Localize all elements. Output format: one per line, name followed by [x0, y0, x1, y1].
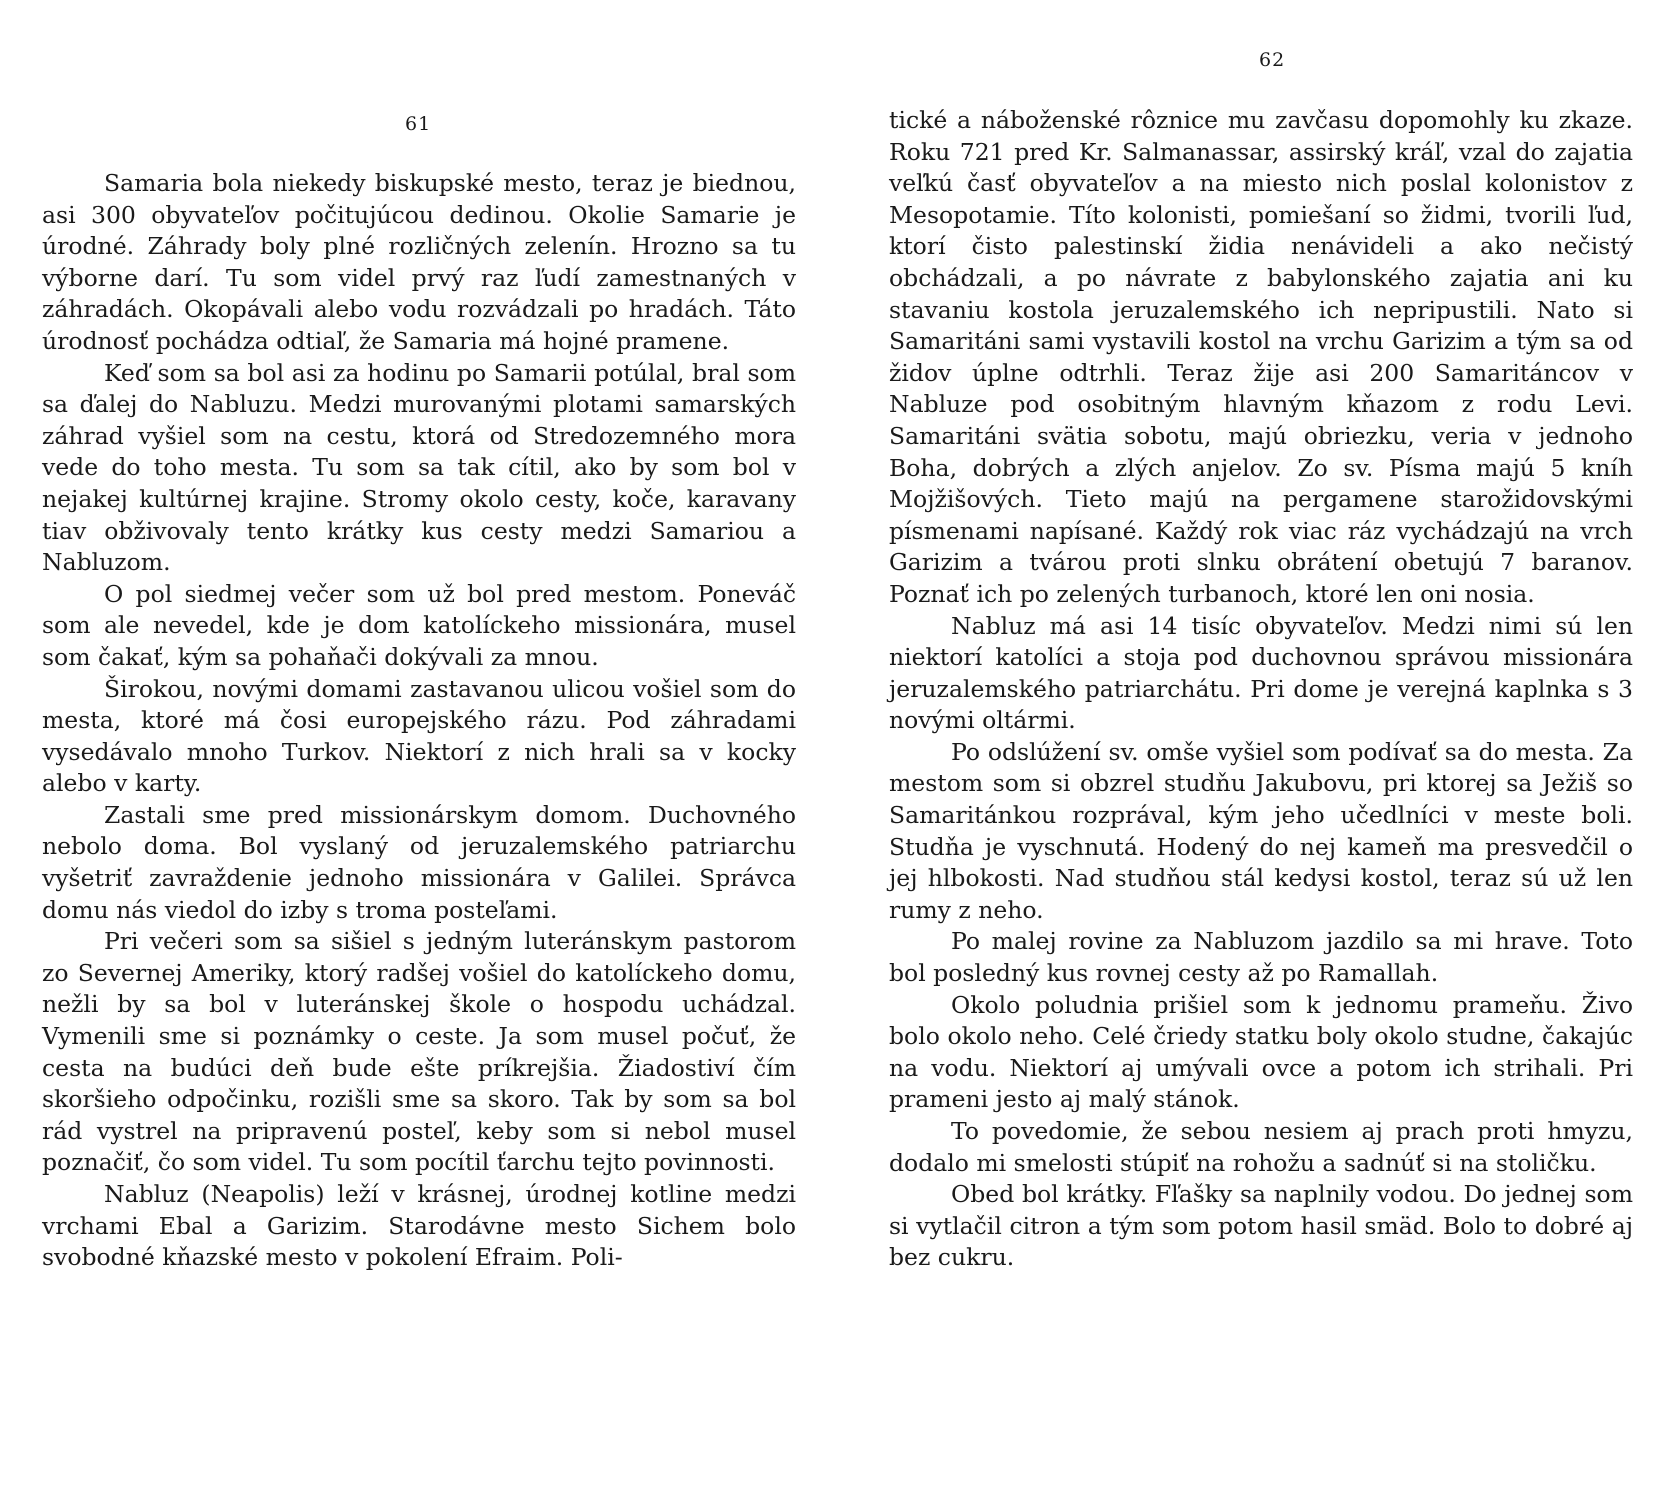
paragraph: Po malej rovine za Nabluzom jazdilo sa mi hrave. Toto bol posledný kus rovnej cesty až po Ramallah. [889, 927, 1633, 988]
paragraph: Nabluz má asi 14 tisíc obyvateľov. Medzi nimi sú len niektorí katolíci a stoja pod duchovnou správou missionára jeruzalemského patriarchátu. Pri dome je verejná kaplnka s 3 novými oltármi. [889, 611, 1633, 735]
paragraph: Obed bol krátky. Fľašky sa naplnily vodou. Do jednej som si vytlačil citron a tým som potom hasil smäd. Bolo to dobré aj bez cukru. [889, 1180, 1633, 1272]
paragraph: Nabluz (Neapolis) leží v krásnej, úrodnej kotline medzi vrchami Ebal a Garizim. Starodávne mesto Sichem bolo svobodné kňazské mesto v pokolení Efraim. Poli- [42, 1180, 796, 1272]
paragraph: Širokou, novými domami zastavanou ulicou vošiel som do mesta, ktoré má čosi europejského rázu. Pod záhradami vysedávalo mnoho Turkov. Niektorí z nich hrali sa v kocky alebo v karty. [42, 674, 796, 798]
page-number-61: 61 [405, 113, 432, 135]
paragraph-continued: tické a náboženské rôznice mu zavčasu dopomohly ku zkaze. Roku 721 pred Kr. Salmanassar, assirský kráľ, vzal do zajatia veľkú časť obyvateľov a na miesto nich poslal kolonistov z Mesopotamie. Títo kolonisti, pomiešaní so židmi, tvorili ľud, ktorí čisto palestinskí židia nenávideli a ako nečistý obchádzali, a po návrate z babylonského zajatia ani ku stavaniu kostola jeruzalemského ich nepripustili. Nato si Samaritáni sami vystavili kostol na vrchu Garizim a tým sa od židov úplne odtrhli. Teraz žije asi 200 Samaritáncov v Nabluze pod osobitným hlavným kňazom z rodu Levi. Samaritáni svätia sobotu, majú obriezku, veria v jednoho Boha, dobrých a zlých anjelov. Zo sv. Písma majú 5 kníh Mojžišových. Tieto majú na pergamene starožidovskými písmenami napísané. Každý rok viac ráz vychádzajú na vrch Garizim a tvárou proti slnku obrátení obetujú 7 baranov. Poznať ich po zelených turbanoch, ktoré len oni nosia. [889, 106, 1633, 608]
page-number-62: 62 [1259, 49, 1286, 71]
paragraph: Zastali sme pred missionárskym domom. Duchovného nebolo doma. Bol vyslaný od jeruzalemského patriarchu vyšetriť zavraždenie jednoho missionára v Galilei. Správca domu nás viedol do izby s troma posteľami. [42, 800, 796, 924]
paragraph: Samaria bola niekedy biskupské mesto, teraz je biednou, asi 300 obyvateľov počitujúcou dedinou. Okolie Samarie je úrodné. Záhrady boly plné rozličných zelenín. Hrozno sa tu výborne darí. Tu som videl prvý raz ľudí zamestnaných v záhradách. Okopávali alebo vodu rozvádzali po hradách. Táto úrodnosť pochádza odtiaľ, že Samaria má hojné pramene. [42, 169, 796, 355]
right-page [839, 0, 1678, 1500]
paragraph: Pri večeri som sa sišiel s jedným luteránskym pastorom zo Severnej Ameriky, ktorý radšej vošiel do katolíckeho domu, nežli by sa bol v luteránskej škole o hospodu uchádzal. Vymenili sme si poznámky o ceste. Ja som musel počuť, že cesta na budúci deň bude ešte príkrejšia. Žiadostiví čím skoršieho odpočinku, rozišli sme sa skoro. Tak by som sa bol rád vystrel na pripravenú posteľ, keby som si nebol musel poznačiť, čo som videl. Tu som pocítil ťarchu tejto povinnosti. [42, 927, 796, 1177]
paragraph: To povedomie, že sebou nesiem aj prach proti hmyzu, dodalo mi smelosti stúpiť na rohožu a sadnúť si na stoličku. [889, 1117, 1633, 1177]
right-page-text [889, 105, 1633, 1274]
paragraph: O pol siedmej večer som už bol pred mestom. Poneváč som ale nevedel, kde je dom katolíckeho missionára, musel som čakať, kým sa pohaňači dokývali za mnou. [42, 579, 796, 671]
paragraph: Keď som sa bol asi za hodinu po Samarii potúlal, bral som sa ďalej do Nabluzu. Medzi murovanými plotami samarských záhrad vyšiel som na cestu, ktorá od Stredozemného mora vede do toho mesta. Tu som sa tak cítil, ako by som bol v nejakej kultúrnej krajine. Stromy okolo cesty, koče, karavany tiav obživovaly tento krátky kus cesty medzi Samariou a Nabluzom. [42, 358, 796, 577]
left-page-text [42, 168, 796, 1274]
paragraph: Okolo poludnia prišiel som k jednomu prameňu. Živo bolo okolo neho. Celé čriedy statku boly okolo studne, čakajúc na vodu. Niektorí aj umývali ovce a potom ich strihali. Pri prameni jesto aj malý stánok. [889, 990, 1633, 1114]
paragraph: Po odslúžení sv. omše vyšiel som podívať sa do mesta. Za mestom som si obzrel studňu Jakubovu, pri ktorej sa Ježiš so Samaritánkou rozprával, kým jeho učedlníci v meste boli. Studňa je vyschnutá. Hodený do nej kameň ma presvedčil o jej hlbokosti. Nad studňou stál kedysi kostol, teraz sú už len rumy z neho. [889, 737, 1633, 924]
